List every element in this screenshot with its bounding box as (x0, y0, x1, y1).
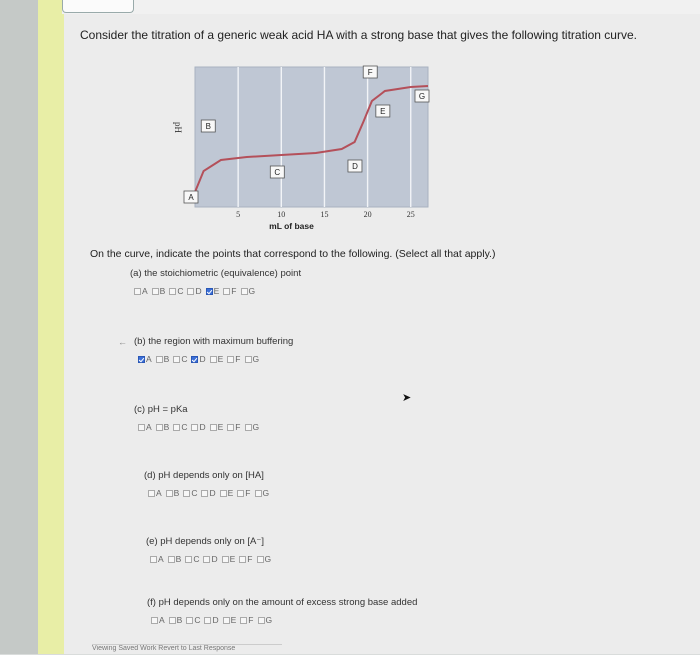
option-label: C (194, 615, 201, 625)
option-e[interactable] (210, 354, 224, 364)
checkbox-a[interactable] (134, 288, 141, 295)
options-row (138, 422, 259, 432)
checkbox-g[interactable] (245, 424, 252, 431)
saved-work-link[interactable]: Viewing Saved Work Revert to Last Response (92, 644, 282, 655)
option-label: D (209, 488, 216, 498)
checkbox-e[interactable] (222, 556, 229, 563)
point-label-f: F (367, 68, 373, 77)
option-g[interactable] (245, 422, 260, 432)
option-label: B (163, 422, 170, 432)
option-label: A (156, 488, 162, 498)
option-g[interactable] (257, 554, 272, 564)
options-row (134, 286, 255, 296)
option-label: F (231, 286, 237, 296)
option-d[interactable] (191, 354, 205, 364)
option-label: G (252, 354, 260, 364)
checkbox-b[interactable] (152, 288, 159, 295)
top-bar (62, 0, 700, 14)
option-g[interactable] (241, 286, 256, 296)
option-label: A (159, 615, 165, 625)
checkbox-d[interactable] (201, 490, 208, 497)
option-label: F (248, 615, 254, 625)
checkbox-g[interactable] (255, 490, 262, 497)
options-row (151, 615, 272, 625)
checkbox-c[interactable] (173, 424, 180, 431)
top-tab[interactable] (62, 0, 134, 13)
option-label: A (158, 554, 164, 564)
option-f[interactable] (240, 615, 253, 625)
checkbox-c[interactable] (185, 556, 192, 563)
option-label: F (235, 422, 241, 432)
question-highlight-bar (38, 0, 64, 654)
checkbox-g[interactable] (257, 556, 264, 563)
x-tick-label: 5 (236, 210, 241, 219)
question-part-label: (f) pH depends only on the amount of excess strong base added (147, 597, 418, 608)
question-part-label: (b) the region with maximum buffering (134, 336, 294, 347)
option-c[interactable] (185, 554, 199, 564)
options-row (148, 488, 269, 498)
option-label: G (264, 554, 272, 564)
option-a[interactable] (151, 615, 165, 625)
option-label: E (230, 615, 237, 625)
option-label: C (193, 554, 200, 564)
option-label: F (247, 554, 253, 564)
checkbox-f[interactable] (227, 356, 234, 363)
checkbox-f[interactable] (240, 617, 247, 624)
checkbox-f[interactable] (239, 556, 246, 563)
option-label: D (212, 615, 219, 625)
option-d[interactable] (191, 422, 205, 432)
option-label: G (248, 286, 256, 296)
checkbox-a[interactable] (151, 617, 158, 624)
option-label: C (177, 286, 184, 296)
checkbox-e[interactable] (210, 424, 217, 431)
option-label: B (176, 615, 183, 625)
checkbox-a[interactable] (150, 556, 157, 563)
option-b[interactable] (152, 286, 166, 296)
question-part-label: (e) pH depends only on [A⁻] (146, 536, 265, 547)
point-label-d: D (352, 162, 358, 171)
checkbox-b[interactable] (156, 356, 163, 363)
option-label: E (217, 354, 224, 364)
option-label: G (262, 488, 270, 498)
checkbox-c[interactable] (169, 288, 176, 295)
question-part-label: (d) pH depends only on [HA] (144, 470, 264, 481)
option-d[interactable] (187, 286, 201, 296)
checkbox-c[interactable] (173, 356, 180, 363)
option-label: G (265, 615, 273, 625)
option-f[interactable] (237, 488, 250, 498)
option-label: D (199, 422, 206, 432)
back-indicator: ← (118, 337, 127, 347)
checkbox-c[interactable] (183, 490, 190, 497)
titration-chart (160, 62, 440, 242)
option-f[interactable] (223, 286, 236, 296)
option-c[interactable] (186, 615, 200, 625)
mouse-cursor-icon: ➤ (402, 392, 412, 404)
checkbox-g[interactable] (245, 356, 252, 363)
checkbox-e[interactable] (223, 617, 230, 624)
option-e[interactable] (206, 286, 220, 296)
option-d[interactable] (201, 488, 215, 498)
point-label-g: G (418, 92, 426, 101)
x-tick-label: 15 (320, 210, 329, 219)
checkbox-d[interactable] (204, 617, 211, 624)
checkbox-c[interactable] (186, 617, 193, 624)
option-f[interactable] (227, 422, 240, 432)
option-label: D (211, 554, 218, 564)
checkbox-a[interactable] (138, 424, 145, 431)
option-e[interactable] (222, 554, 236, 564)
option-d[interactable] (203, 554, 217, 564)
option-label: A (146, 422, 152, 432)
question-part-label: (a) the stoichiometric (equivalence) point (130, 268, 302, 279)
checkbox-d[interactable] (203, 556, 210, 563)
options-row (138, 354, 259, 364)
option-c[interactable] (169, 286, 183, 296)
checkbox-f[interactable] (227, 424, 234, 431)
point-label-c: C (274, 168, 281, 177)
checkbox-e[interactable] (210, 356, 217, 363)
option-f[interactable] (239, 554, 252, 564)
y-axis-label: pH (173, 122, 183, 133)
x-tick-label: 10 (277, 210, 286, 219)
checkbox-b[interactable] (168, 556, 175, 563)
option-label: B (173, 488, 180, 498)
option-label: F (235, 354, 241, 364)
checkbox-b[interactable] (169, 617, 176, 624)
option-label: C (181, 422, 188, 432)
option-label: C (191, 488, 198, 498)
checkbox-b[interactable] (166, 490, 173, 497)
option-c[interactable] (173, 422, 187, 432)
options-row (150, 554, 271, 564)
option-b[interactable] (169, 615, 183, 625)
option-e[interactable] (210, 422, 224, 432)
option-g[interactable] (258, 615, 273, 625)
plot-area (195, 67, 428, 207)
option-label: A (146, 354, 152, 364)
checkbox-f[interactable] (237, 490, 244, 497)
option-b[interactable] (156, 422, 170, 432)
x-axis-label: mL of base (269, 221, 314, 231)
left-margin (0, 0, 40, 654)
option-label: B (175, 554, 182, 564)
option-a[interactable] (138, 354, 152, 364)
checkbox-f[interactable] (223, 288, 230, 295)
option-label: B (163, 354, 170, 364)
option-a[interactable] (150, 554, 164, 564)
point-label-b: B (205, 122, 211, 131)
option-a[interactable] (138, 422, 152, 432)
option-label: B (159, 286, 166, 296)
option-label: C (181, 354, 188, 364)
option-label: E (213, 286, 220, 296)
question-part-label: (c) pH = pKa (134, 404, 188, 415)
checkbox-d[interactable] (187, 288, 194, 295)
option-label: G (252, 422, 260, 432)
option-g[interactable] (255, 488, 270, 498)
option-label: E (217, 422, 224, 432)
option-label: D (199, 354, 206, 364)
point-label-a: A (188, 193, 194, 202)
option-b[interactable] (168, 554, 182, 564)
option-b[interactable] (156, 354, 170, 364)
x-tick-label: 20 (363, 210, 372, 219)
option-label: D (195, 286, 202, 296)
option-c[interactable] (173, 354, 187, 364)
instructions: On the curve, indicate the points that correspond to the following. (Select all that apply.) (90, 248, 496, 260)
option-label: E (227, 488, 234, 498)
checkbox-g[interactable] (258, 617, 265, 624)
checkbox-e[interactable] (220, 490, 227, 497)
option-label: A (142, 286, 148, 296)
titration-chart-svg (160, 62, 440, 242)
checkbox-d[interactable] (191, 424, 198, 431)
option-label: E (229, 554, 236, 564)
checkbox-d[interactable] (191, 356, 198, 363)
checkbox-g[interactable] (241, 288, 248, 295)
point-label-e: E (380, 107, 386, 116)
option-c[interactable] (183, 488, 197, 498)
x-tick-label: 25 (406, 210, 415, 219)
checkbox-a[interactable] (148, 490, 155, 497)
option-d[interactable] (204, 615, 218, 625)
option-a[interactable] (134, 286, 148, 296)
checkbox-e[interactable] (206, 288, 213, 295)
option-e[interactable] (220, 488, 234, 498)
option-b[interactable] (166, 488, 180, 498)
question-text: Consider the titration of a generic weak acid HA with a strong base that gives the following titration curve. (80, 28, 637, 42)
option-label: F (245, 488, 251, 498)
option-f[interactable] (227, 354, 240, 364)
option-a[interactable] (148, 488, 162, 498)
checkbox-a[interactable] (138, 356, 145, 363)
checkbox-b[interactable] (156, 424, 163, 431)
option-e[interactable] (223, 615, 237, 625)
option-g[interactable] (245, 354, 260, 364)
